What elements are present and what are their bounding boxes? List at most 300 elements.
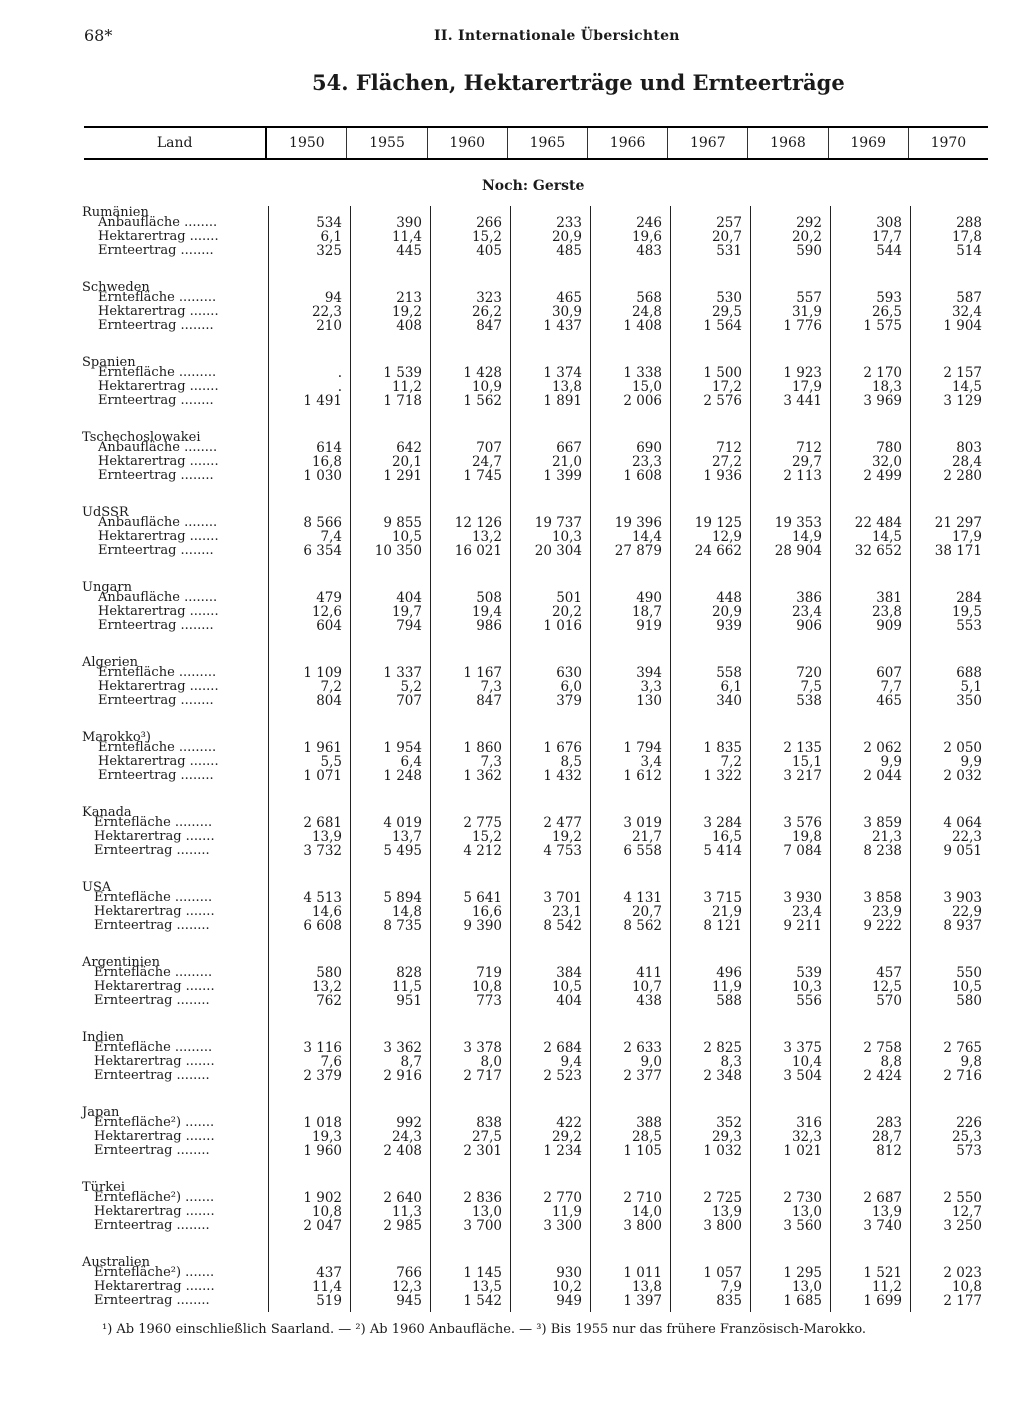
table-cell: 1 891 [543,393,582,409]
table-cell: 1 699 [863,1293,902,1309]
row-label: Hektarertrag ....... [94,979,215,994]
row-label: Anbaufläche ........ [98,215,218,230]
row-label: Hektarertrag ....... [98,229,219,244]
table-cell: 350 [956,693,982,709]
table-cell: 1 248 [383,768,422,784]
column-header-year: 1960 [427,127,507,159]
table-cell: 2 633 [623,1040,662,1056]
table-cell: 1 057 [703,1265,742,1281]
table-cell: 23,3 [631,454,662,470]
table-cell: 10,5 [391,529,422,545]
table-cell: 2 775 [463,815,502,831]
table-cell: 28,7 [871,1129,902,1145]
table-cell: 3 504 [783,1068,822,1084]
table-cell: 3,3 [640,679,662,695]
table-cell: 7,2 [320,679,342,695]
table-cell: . [337,379,342,395]
country-block [0,1181,1024,1256]
table-cell: 556 [796,993,822,1009]
table-cell: 2 916 [383,1068,422,1084]
table-cell: 3 441 [783,393,822,409]
table-cell: 19 396 [614,515,662,531]
table-cell: 11,4 [311,1279,342,1295]
table-cell: 3 116 [303,1040,342,1056]
table-cell: 2 725 [703,1190,742,1206]
table-cell: 1 105 [623,1143,662,1159]
table-cell: 539 [796,965,822,981]
table-cell: 8 121 [703,918,742,934]
page-number: 68* [84,26,113,45]
table-cell: 1 676 [543,740,582,756]
table-cell: 3 217 [783,768,822,784]
table-cell: 2 499 [863,468,902,484]
table-cell: 712 [796,440,822,456]
table-cell: 847 [476,318,502,334]
table-cell: 3 969 [863,393,902,409]
table-cell: 945 [396,1293,422,1309]
row-label: Anbaufläche ........ [98,515,218,530]
table-cell: 2 770 [543,1190,582,1206]
table-cell: 14,5 [951,379,982,395]
table-cell: 28,4 [951,454,982,470]
table-cell: 386 [796,590,822,606]
table-cell: 568 [636,290,662,306]
table-cell: 11,5 [391,979,422,995]
row-label: Hektarertrag ....... [94,1204,215,1219]
table-cell: 10,3 [551,529,582,545]
table-cell: 8 542 [543,918,582,934]
table-cell: 28 904 [774,543,822,559]
table-cell: 7,3 [480,679,502,695]
table-cell: 7,7 [880,679,902,695]
table-cell: 1 432 [543,768,582,784]
row-label: Erntefläche ......... [98,365,217,380]
table-cell: 10,8 [951,1279,982,1295]
table-cell: 2 985 [383,1218,422,1234]
table-cell: 31,9 [791,304,822,320]
row-label: Ernteertrag ........ [98,318,214,333]
table-cell: 812 [876,1143,902,1159]
table-cell: 21,0 [551,454,582,470]
table-cell: 835 [716,1293,742,1309]
table-cell: 9 390 [463,918,502,934]
table-cell: 580 [956,993,982,1009]
table-cell: 2 170 [863,365,902,381]
table-cell: 22,9 [951,904,982,920]
row-label: Hektarertrag ....... [94,904,215,919]
table-cell: 379 [556,693,582,709]
table-cell: 21,9 [711,904,742,920]
table-cell: 26,5 [871,304,902,320]
country-name: Türkei [82,1180,125,1195]
table-cell: 919 [636,618,662,634]
table-cell: 1 794 [623,740,662,756]
table-cell: 9,8 [960,1054,982,1070]
row-label: Hektarertrag ....... [94,1129,215,1144]
table-cell: 2 348 [703,1068,742,1084]
table-cell: 257 [716,215,742,231]
table-cell: 24,3 [391,1129,422,1145]
table-cell: 17,7 [871,229,902,245]
table-cell: 2 157 [943,365,982,381]
table-cell: 2 758 [863,1040,902,1056]
row-label: Erntefläche ......... [94,965,213,980]
country-block [0,356,1024,431]
table-cell: 630 [556,665,582,681]
table-cell: 4 131 [623,890,662,906]
table-cell: 308 [876,215,902,231]
country-block [0,956,1024,1031]
table-cell: 19 353 [774,515,822,531]
table-cell: 404 [396,590,422,606]
table-cell: 3 700 [463,1218,502,1234]
country-block [0,506,1024,581]
table-cell: 2 684 [543,1040,582,1056]
table-cell: 29,2 [551,1129,582,1145]
table-cell: 2 836 [463,1190,502,1206]
row-label: Hektarertrag ....... [94,1279,215,1294]
column-header-land: Land [84,127,266,159]
table-cell: 405 [476,243,502,259]
table-cell: 719 [476,965,502,981]
table-cell: 292 [796,215,822,231]
table-cell: 2 177 [943,1293,982,1309]
table-cell: 15,1 [791,754,822,770]
table-cell: 2 006 [623,393,662,409]
row-label: Hektarertrag ....... [94,829,215,844]
table-cell: 794 [396,618,422,634]
table-cell: 667 [556,440,582,456]
column-header-year: 1967 [668,127,748,159]
table-cell: 5,2 [400,679,422,695]
table-cell: 23,1 [551,904,582,920]
table-cell: 316 [796,1115,822,1131]
table-cell: 20,2 [791,229,822,245]
table-cell: 2 681 [303,815,342,831]
table-cell: 1 860 [463,740,502,756]
column-header [84,126,988,160]
row-label: Ernteertrag ........ [98,243,214,258]
table-cell: 5 894 [383,890,422,906]
table-cell: 1 295 [783,1265,822,1281]
table-cell: 13,0 [791,1279,822,1295]
table-cell: 12,6 [311,604,342,620]
table-cell: 14,6 [311,904,342,920]
table-cell: 4 753 [543,843,582,859]
footnote: ¹) Ab 1960 einschließlich Saarland. — ²) Ab 1960 Anbaufläche. — ³) Bis 1955 nur das frühere Französisch-Marokko. [102,1322,867,1337]
table-body [0,206,1024,1331]
table-cell: 2 301 [463,1143,502,1159]
row-label: Ernteertrag ........ [98,618,214,633]
table-cell: 21 297 [934,515,982,531]
table-cell: 10,8 [471,979,502,995]
table-cell: 553 [956,618,982,634]
table-cell: 20 304 [534,543,582,559]
table-cell: 10,4 [791,1054,822,1070]
country-block [0,806,1024,881]
table-cell: 2 408 [383,1143,422,1159]
table-cell: 20,9 [551,229,582,245]
table-cell: 1 685 [783,1293,822,1309]
table-cell: 951 [396,993,422,1009]
row-label: Erntefläche ......... [94,815,213,830]
table-cell: 1 612 [623,768,662,784]
table-cell: 24,7 [471,454,502,470]
country-name: Indien [82,1030,125,1045]
country-name: Australien [82,1255,151,1270]
table-cell: 2 576 [703,393,742,409]
table-cell: 2 113 [783,468,822,484]
table-cell: 15,2 [471,829,502,845]
table-cell: 7,2 [720,754,742,770]
table-cell: 3 701 [543,890,582,906]
table-cell: 23,9 [871,904,902,920]
table-cell: 838 [476,1115,502,1131]
table-cell: 531 [716,243,742,259]
table-cell: 10,7 [631,979,662,995]
table-cell: 690 [636,440,662,456]
table-cell: 3 740 [863,1218,902,1234]
table-cell: 828 [396,965,422,981]
table-cell: 10,8 [311,1204,342,1220]
table-cell: 3 284 [703,815,742,831]
column-header-year: 1968 [748,127,828,159]
table-title: 54. Flächen, Hektarerträge und Ernteerträge [312,70,845,95]
row-label: Erntefläche ......... [98,665,217,680]
table-cell: 11,3 [391,1204,422,1220]
row-label: Erntefläche ......... [94,890,213,905]
table-cell: 323 [476,290,502,306]
table-cell: 19,4 [471,604,502,620]
table-cell: 1 408 [623,318,662,334]
table-cell: 16,6 [471,904,502,920]
table-cell: 448 [716,590,742,606]
table-cell: 804 [316,693,342,709]
table-cell: 6,1 [720,679,742,695]
table-cell: 29,7 [791,454,822,470]
table-cell: 906 [796,618,822,634]
table-cell: 2 730 [783,1190,822,1206]
table-cell: 847 [476,693,502,709]
table-cell: 10,9 [471,379,502,395]
table-cell: 9 222 [863,918,902,934]
table-cell: 803 [956,440,982,456]
table-cell: 534 [316,215,342,231]
table-cell: 949 [556,1293,582,1309]
table-cell: 7,9 [720,1279,742,1295]
table-cell: 20,7 [631,904,662,920]
table-cell: 1 109 [303,665,342,681]
table-cell: 2 135 [783,740,822,756]
table-cell: 13,2 [311,979,342,995]
country-name: Rumänien [82,205,149,220]
table-cell: 266 [476,215,502,231]
table-cell: 13,5 [471,1279,502,1295]
table-cell: 1 032 [703,1143,742,1159]
table-cell: 2 717 [463,1068,502,1084]
table-cell: 2 023 [943,1265,982,1281]
table-cell: . [337,365,342,381]
table-cell: 1 374 [543,365,582,381]
table-cell: 490 [636,590,662,606]
table-cell: 3 560 [783,1218,822,1234]
table-cell: 32,4 [951,304,982,320]
column-header-year: 1950 [289,135,325,151]
table-cell: 19,6 [631,229,662,245]
table-cell: 5 495 [383,843,422,859]
row-label: Ernteertrag ........ [94,1143,210,1158]
table-cell: 3 129 [943,393,982,409]
table-subtitle: Noch: Gerste [482,178,585,194]
table-cell: 1 234 [543,1143,582,1159]
table-cell: 1 018 [303,1115,342,1131]
table-cell: 8,5 [560,754,582,770]
table-cell: 11,2 [871,1279,902,1295]
table-cell: 4 064 [943,815,982,831]
table-cell: 1 539 [383,365,422,381]
table-cell: 8 937 [943,918,982,934]
table-cell: 438 [636,993,662,1009]
table-cell: 17,8 [951,229,982,245]
table-cell: 14,5 [871,529,902,545]
table-cell: 1 397 [623,1293,662,1309]
table-cell: 283 [876,1115,902,1131]
table-cell: 3 903 [943,890,982,906]
table-cell: 766 [396,1265,422,1281]
table-cell: 9 855 [383,515,422,531]
table-cell: 14,8 [391,904,422,920]
table-cell: 5 641 [463,890,502,906]
country-block [0,656,1024,731]
table-cell: 3 858 [863,890,902,906]
table-cell: 11,4 [391,229,422,245]
table-cell: 939 [716,618,742,634]
table-cell: 12,9 [711,529,742,545]
table-cell: 10,3 [791,979,822,995]
row-label: Hektarertrag ....... [98,304,219,319]
table-cell: 13,7 [391,829,422,845]
table-cell: 27,2 [711,454,742,470]
table-cell: 688 [956,665,982,681]
table-cell: 246 [636,215,662,231]
table-cell: 3,4 [640,754,662,770]
table-cell: 1 608 [623,468,662,484]
table-cell: 992 [396,1115,422,1131]
table-cell: 404 [556,993,582,1009]
table-cell: 18,7 [631,604,662,620]
table-cell: 1 145 [463,1265,502,1281]
row-label: Ernteertrag ........ [98,468,214,483]
table-cell: 32,0 [871,454,902,470]
table-cell: 1 071 [303,768,342,784]
table-cell: 394 [636,665,662,681]
row-label: Anbaufläche ........ [98,440,218,455]
table-cell: 14,0 [631,1204,662,1220]
table-cell: 2 424 [863,1068,902,1084]
country-block [0,281,1024,356]
table-cell: 13,0 [471,1204,502,1220]
table-cell: 3 800 [623,1218,662,1234]
table-cell: 1 291 [383,468,422,484]
table-cell: 519 [316,1293,342,1309]
table-cell: 30,9 [551,304,582,320]
table-cell: 1 491 [303,393,342,409]
country-name: Kanada [82,805,132,820]
table-cell: 2 550 [943,1190,982,1206]
table-cell: 1 936 [703,468,742,484]
table-cell: 13,2 [471,529,502,545]
table-cell: 29,5 [711,304,742,320]
table-cell: 23,8 [871,604,902,620]
table-cell: 29,3 [711,1129,742,1145]
country-block [0,581,1024,656]
table-cell: 17,9 [951,529,982,545]
table-cell: 2 765 [943,1040,982,1056]
table-cell: 27,5 [471,1129,502,1145]
table-cell: 28,5 [631,1129,662,1145]
table-cell: 496 [716,965,742,981]
table-cell: 1 167 [463,665,502,681]
table-cell: 1 016 [543,618,582,634]
table-cell: 465 [876,693,902,709]
table-cell: 614 [316,440,342,456]
table-cell: 514 [956,243,982,259]
table-cell: 24 662 [694,543,742,559]
table-cell: 1 362 [463,768,502,784]
table-cell: 570 [876,993,902,1009]
table-cell: 11,2 [391,379,422,395]
country-name: Japan [82,1105,120,1120]
table-cell: 1 718 [383,393,422,409]
table-cell: 25,3 [951,1129,982,1145]
row-label: Hektarertrag ....... [98,379,219,394]
row-label: Hektarertrag ....... [98,754,219,769]
table-cell: 590 [796,243,822,259]
table-cell: 13,9 [311,829,342,845]
table-cell: 7,6 [320,1054,342,1070]
country-name: Schweden [82,280,150,295]
table-cell: 3 576 [783,815,822,831]
row-label: Hektarertrag ....... [98,529,219,544]
table-cell: 1 835 [703,740,742,756]
table-cell: 20,7 [711,229,742,245]
table-cell: 226 [956,1115,982,1131]
table-cell: 593 [876,290,902,306]
table-cell: 19,5 [951,604,982,620]
table-cell: 550 [956,965,982,981]
table-cell: 501 [556,590,582,606]
table-cell: 6 354 [303,543,342,559]
table-cell: 16 021 [454,543,502,559]
table-cell: 13,8 [551,379,582,395]
table-cell: 2 377 [623,1068,662,1084]
table-cell: 21,7 [631,829,662,845]
table-cell: 1 904 [943,318,982,334]
table-cell: 12,5 [871,979,902,995]
table-cell: 12,3 [391,1279,422,1295]
table-cell: 9 051 [943,843,982,859]
table-cell: 13,9 [871,1204,902,1220]
column-header-year: 1955 [347,127,427,159]
table-cell: 22 484 [854,515,902,531]
table-cell: 10,2 [551,1279,582,1295]
table-cell: 1 542 [463,1293,502,1309]
table-cell: 19,8 [791,829,822,845]
table-cell: 712 [716,440,742,456]
table-cell: 23,4 [791,604,822,620]
column-header-year: 1970 [908,127,988,159]
table-cell: 19 125 [694,515,742,531]
